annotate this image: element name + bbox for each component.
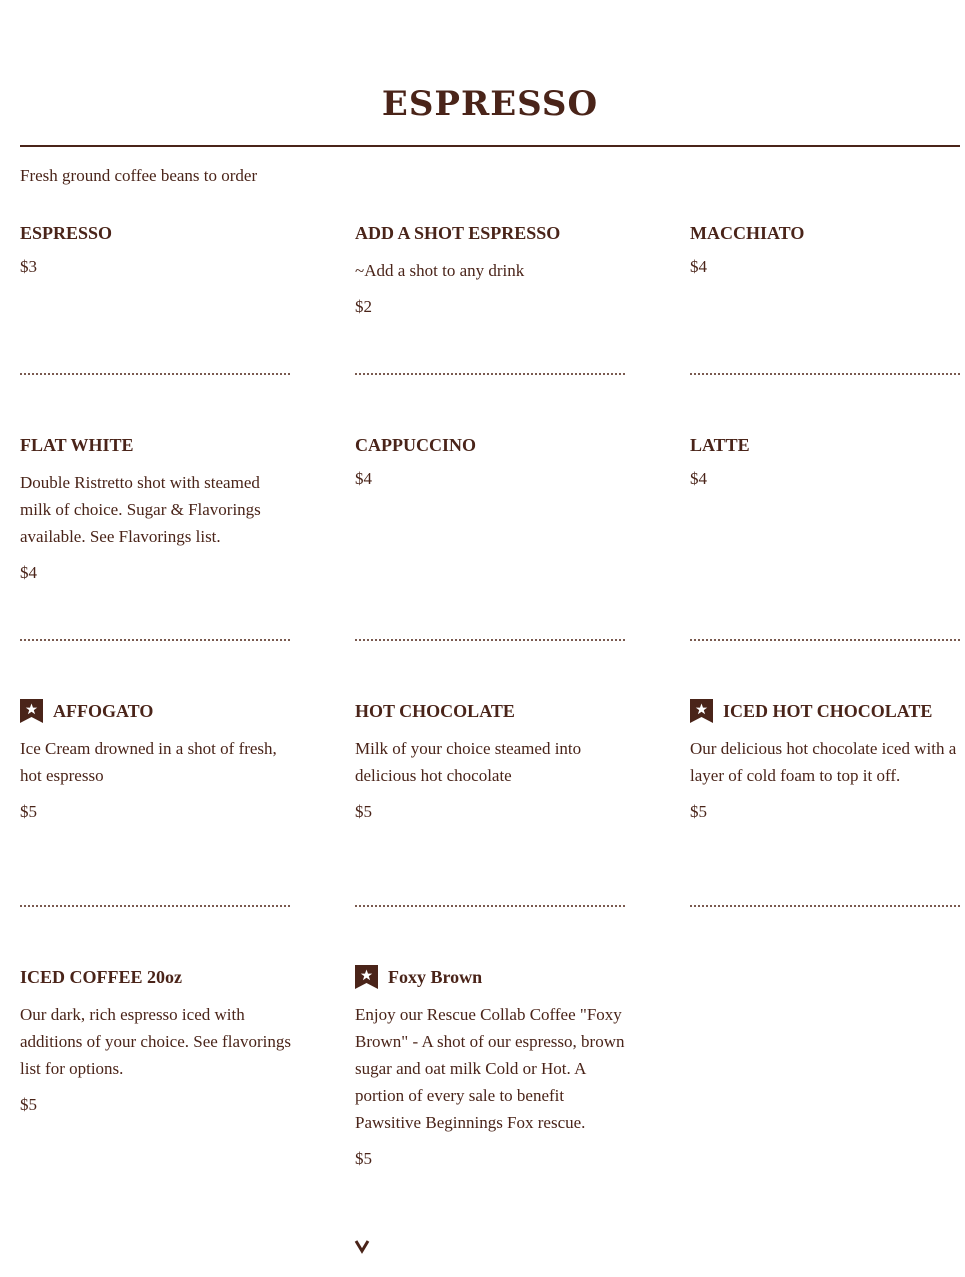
menu-item-macchiato[interactable] [690, 220, 965, 277]
menu-item-name: HOT CHOCOLATE [355, 700, 515, 721]
item-separator [20, 373, 290, 375]
section-title: ESPRESSO [381, 84, 599, 124]
section-subtitle: Fresh ground coffee beans to order [20, 166, 258, 185]
chevron-down-icon[interactable] [354, 1238, 370, 1254]
item-separator [355, 905, 625, 907]
menu-item-name: AFFOGATO [53, 700, 154, 721]
menu-item-head [355, 964, 630, 990]
title-divider [20, 145, 960, 147]
menu-item-price: $5 [20, 802, 37, 821]
menu-item-name: ADD A SHOT ESPRESSO [355, 222, 561, 243]
menu-item-description: Our dark, rich espresso iced with additions of your choice. See flavorings list for options. [20, 1005, 291, 1078]
menu-item-head [690, 432, 965, 458]
menu-item-hot-chocolate[interactable] [355, 698, 630, 822]
item-separator [355, 639, 625, 641]
star-ribbon-icon [355, 965, 378, 989]
menu-item-price: $2 [355, 297, 372, 316]
menu-item-name: ICED HOT CHOCOLATE [723, 700, 933, 721]
menu-item-price: $5 [690, 802, 707, 821]
menu-item-add-a-shot[interactable] [355, 220, 630, 317]
menu-item-head [20, 698, 295, 724]
menu-item-head [355, 220, 630, 246]
menu-item-price: $5 [355, 802, 372, 821]
menu-item-price: $4 [690, 257, 707, 276]
menu-item-price: $4 [355, 469, 372, 488]
menu-item-affogato[interactable] [20, 698, 295, 822]
menu-item-description: Our delicious hot chocolate iced with a layer of cold foam to top it off. [690, 739, 957, 785]
menu-item-name: CAPPUCCINO [355, 434, 476, 455]
item-separator [690, 905, 960, 907]
item-separator [355, 373, 625, 375]
menu-item-head [690, 220, 965, 246]
menu-item-price: $5 [355, 1149, 372, 1168]
menu-item-name: ICED COFFEE 20oz [20, 966, 182, 987]
star-ribbon-icon [690, 699, 713, 723]
menu-item-description: Milk of your choice steamed into delicious hot chocolate [355, 739, 582, 785]
item-separator [690, 373, 960, 375]
item-separator [20, 905, 290, 907]
menu-item-description: ~Add a shot to any drink [355, 261, 525, 280]
menu-item-espresso[interactable] [20, 220, 295, 277]
menu-item-price: $3 [20, 257, 37, 276]
menu-item-cappuccino[interactable] [355, 432, 630, 489]
menu-item-price: $4 [690, 469, 707, 488]
menu-item-head [20, 432, 295, 458]
menu-item-name: Foxy Brown [388, 966, 483, 987]
menu-item-name: FLAT WHITE [20, 434, 134, 455]
menu-item-head [355, 698, 630, 724]
menu-item-iced-coffee[interactable] [20, 964, 295, 1115]
menu-item-head [355, 432, 630, 458]
menu-item-iced-hot-chocolate[interactable] [690, 698, 965, 822]
menu-item-description: Enjoy our Rescue Collab Coffee "Foxy Brown" - A shot of our espresso, brown sugar and oat milk Cold or Hot. A portion of every sale to benefit Pawsitive Beginnings Fox rescue. [355, 1005, 625, 1132]
menu-item-name: LATTE [690, 434, 750, 455]
menu-item-description: Ice Cream drowned in a shot of fresh, hot espresso [20, 739, 277, 785]
menu-item-flat-white[interactable] [20, 432, 295, 583]
menu-item-description: Double Ristretto shot with steamed milk of choice. Sugar & Flavorings available. See Flavorings list. [20, 473, 261, 546]
item-separator [690, 639, 960, 641]
star-ribbon-icon [20, 699, 43, 723]
menu-item-latte[interactable] [690, 432, 965, 489]
menu-item-price: $5 [20, 1095, 37, 1114]
menu-item-foxy-brown[interactable] [355, 964, 630, 1169]
menu-item-price: $4 [20, 563, 37, 582]
item-separator [20, 639, 290, 641]
menu-item-head [20, 220, 295, 246]
menu-item-head [20, 964, 295, 990]
menu-item-name: MACCHIATO [690, 222, 805, 243]
menu-item-head [690, 698, 965, 724]
menu-item-name: ESPRESSO [20, 222, 113, 243]
